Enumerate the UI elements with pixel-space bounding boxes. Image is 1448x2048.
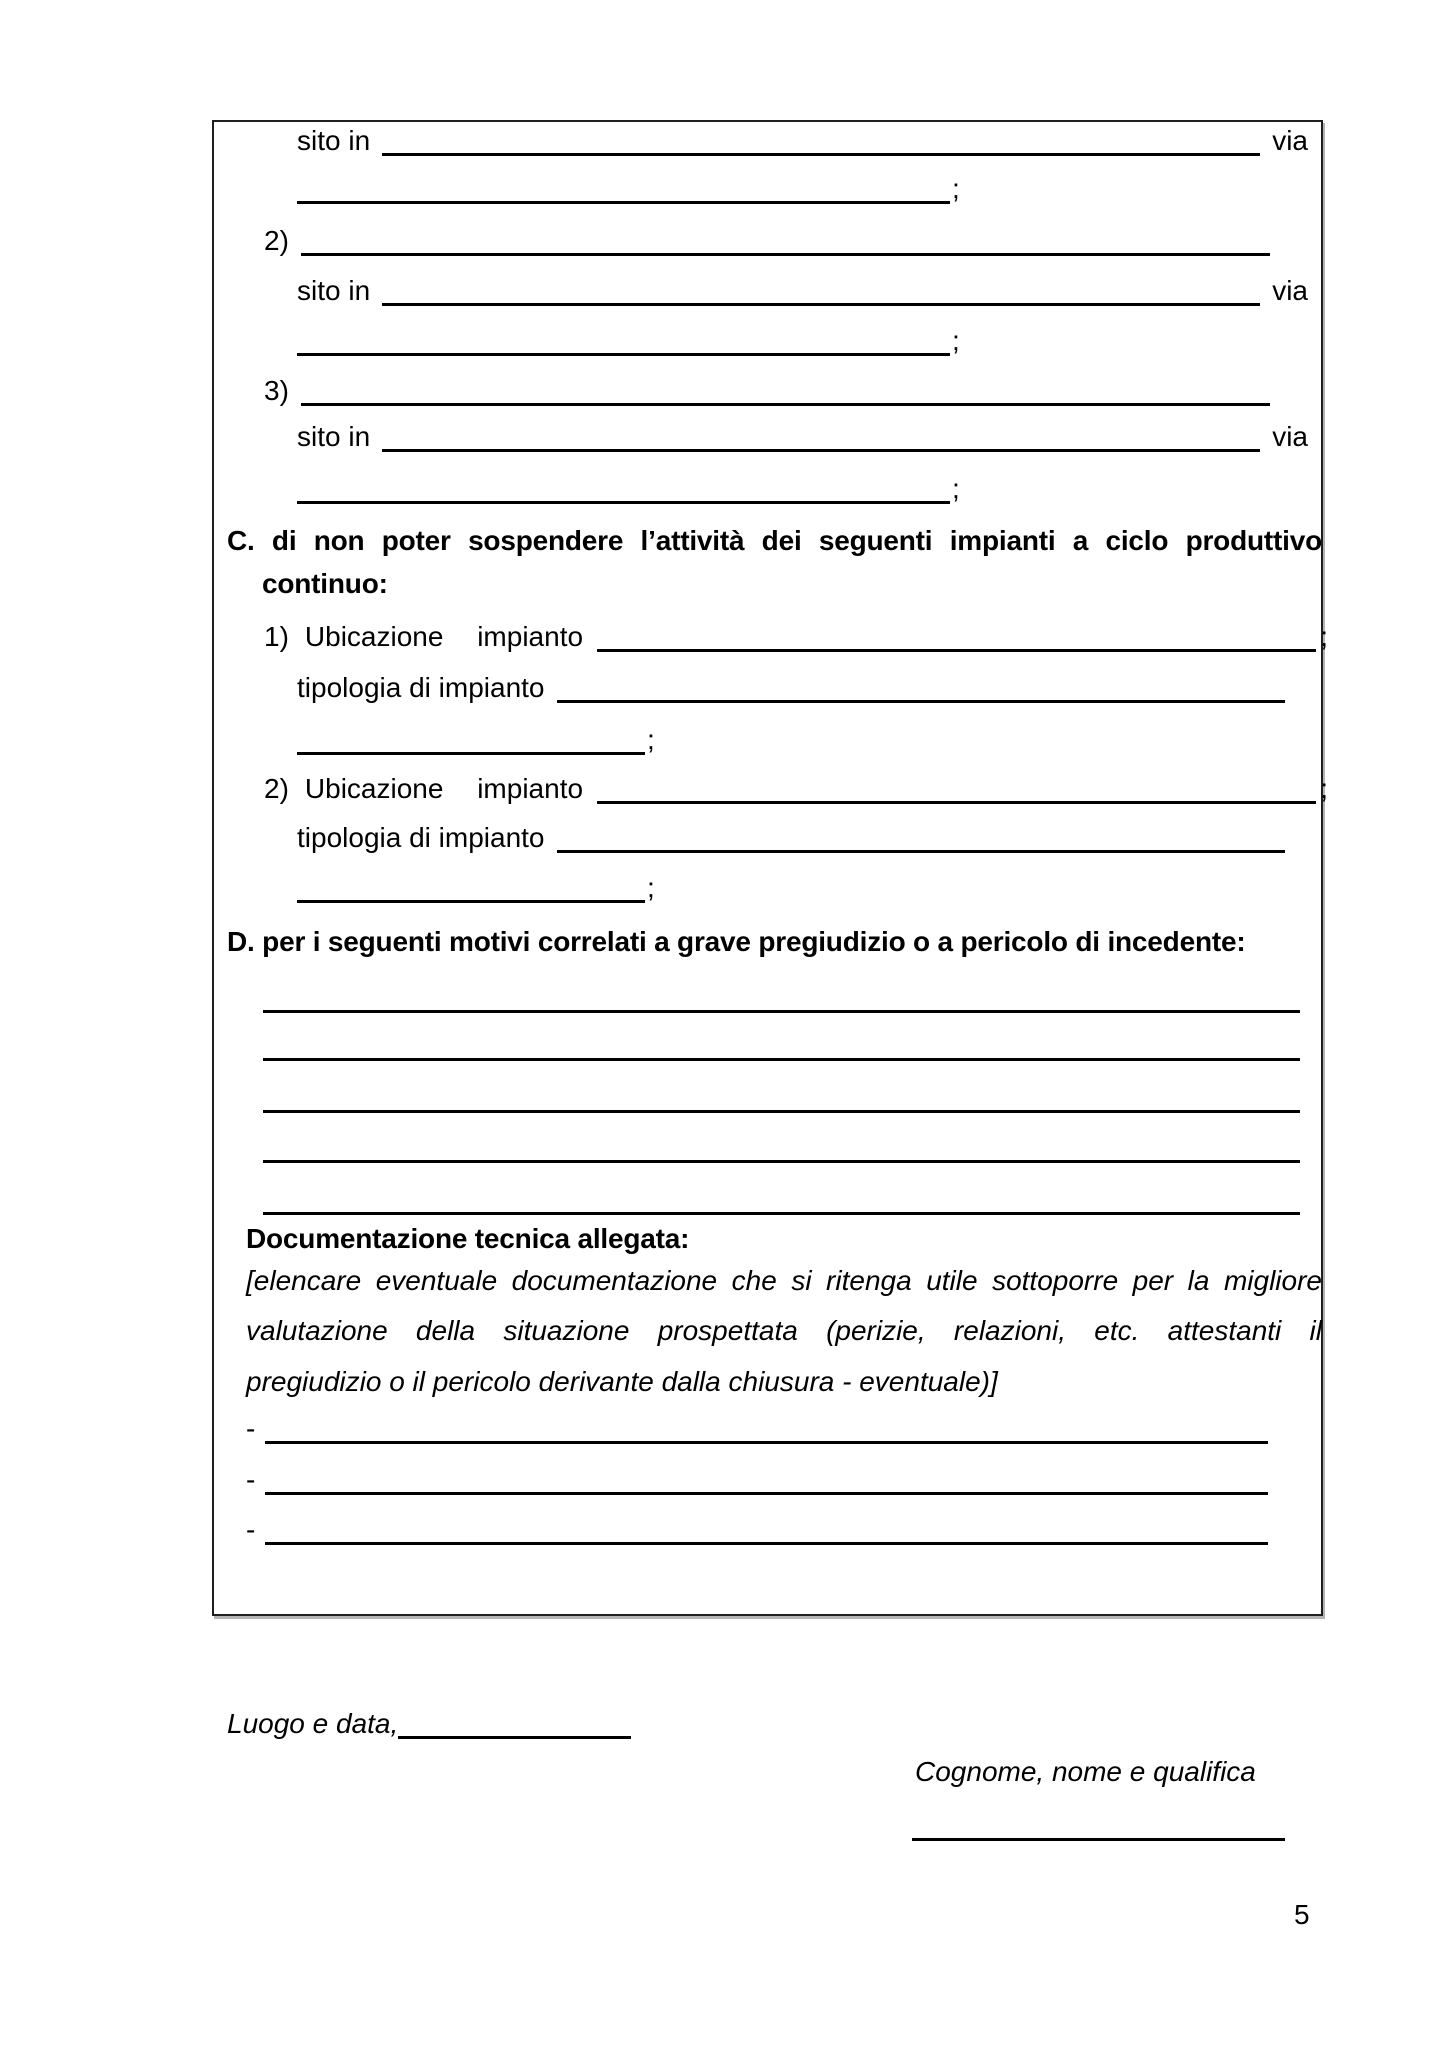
entry-3-name-row: [264, 374, 1270, 408]
semicolon: ;: [952, 325, 960, 356]
dash: -: [246, 1514, 256, 1545]
attachment-blank-3: [265, 1542, 1268, 1545]
entry-2-number: 2): [264, 225, 289, 256]
ubicazione-impianto-label: Ubicazione impianto: [304, 773, 584, 804]
attachment-blank-1: [265, 1441, 1268, 1444]
tipologia-blank-2b: [297, 900, 645, 903]
section-d-text: D. per i seguenti motivi correlati a grave pregiudizio o a pericolo di incedente:: [227, 926, 1246, 957]
tipologia-blank-2: [557, 850, 1286, 853]
attachment-row-3: [246, 1513, 1268, 1547]
c-item-2-number: 2): [264, 773, 289, 804]
semicolon: ;: [647, 872, 655, 903]
tipologia-blank-1b: [297, 752, 645, 755]
signature-caption: [915, 1755, 1256, 1789]
c-item-1-location-row: [264, 620, 1328, 654]
signature-line: [912, 1838, 1285, 1841]
entry-2-street-row: [297, 324, 960, 358]
entry-1-location-row: [297, 124, 1308, 158]
sito-in-blank-1: [382, 153, 1260, 156]
via-blank-1: [297, 201, 950, 204]
documentation-note-line1: [elencare eventuale documentazione che si ritenga utile sottoporre per la migliore: [246, 1265, 1322, 1296]
entry-3-blank: [301, 403, 1270, 406]
tipologia-blank-1: [557, 700, 1286, 703]
c-item-1-type-row: [297, 671, 1285, 705]
sito-in-label: sito in: [297, 421, 371, 452]
documentation-heading-text: Documentazione tecnica allegata:: [246, 1223, 690, 1254]
sito-in-blank-3: [382, 449, 1260, 452]
d-blank-line-5: [263, 1212, 1300, 1215]
c-item-1-number: 1): [264, 621, 289, 652]
d-blank-line-1: [263, 1010, 1300, 1013]
entry-3-number: 3): [264, 375, 289, 406]
ubicazione-impianto-label: Ubicazione impianto: [304, 621, 584, 652]
d-blank-line-4: [263, 1160, 1300, 1163]
entry-1-street-row: [297, 172, 960, 206]
via-blank-2: [297, 353, 950, 356]
via-label: via: [1272, 421, 1308, 452]
entry-2-name-row: [264, 224, 1270, 258]
attachment-blank-2: [265, 1492, 1268, 1495]
page-number: [1294, 1898, 1310, 1932]
semicolon: ;: [1320, 773, 1328, 804]
section-d-heading: [227, 925, 1245, 959]
tipologia-label: tipologia di impianto: [297, 822, 545, 853]
place-date-blank: [398, 1736, 631, 1739]
semicolon: ;: [952, 173, 960, 204]
tipologia-label: tipologia di impianto: [297, 672, 545, 703]
documentation-note-line2: valutazione della situazione prospettata (perizie, relazioni, etc. attestanti il: [246, 1315, 1322, 1346]
entry-2-blank: [301, 253, 1270, 256]
place-date-row: [227, 1707, 631, 1741]
c-item-2-location-row: [264, 772, 1328, 806]
c-item-1-type-cont-row: [297, 723, 655, 757]
entry-2-location-row: [297, 274, 1308, 308]
dash: -: [246, 1413, 256, 1444]
documentation-note-line3: [246, 1365, 998, 1399]
documentation-heading: [246, 1222, 689, 1256]
entry-3-location-row: [297, 420, 1308, 454]
section-c-heading-line2: [262, 567, 388, 601]
ubicazione-blank-1: [597, 649, 1316, 652]
section-c-heading-line1: C. di non poter sospendere l’attività dei seguenti impianti a ciclo produttivo: [227, 525, 1322, 556]
d-blank-line-3: [263, 1110, 1300, 1113]
signature-caption-text: Cognome, nome e qualifica: [915, 1756, 1256, 1787]
via-label: via: [1272, 125, 1308, 156]
via-blank-3: [297, 501, 950, 504]
ubicazione-blank-2: [597, 801, 1316, 804]
sito-in-blank-2: [382, 303, 1260, 306]
semicolon: ;: [1320, 621, 1328, 652]
c-item-2-type-cont-row: [297, 871, 655, 905]
semicolon: ;: [647, 724, 655, 755]
attachment-row-2: [246, 1463, 1268, 1497]
dash: -: [246, 1464, 256, 1495]
semicolon: ;: [952, 473, 960, 504]
c-item-2-type-row: [297, 821, 1285, 855]
section-c-continuo: continuo:: [262, 568, 388, 599]
sito-in-label: sito in: [297, 125, 371, 156]
documentation-note-line3-text: pregiudizio o il pericolo derivante dalla chiusura - eventuale)]: [246, 1366, 998, 1397]
d-blank-line-2: [263, 1058, 1300, 1061]
form-box: [212, 120, 1328, 1616]
page-number-text: 5: [1294, 1899, 1310, 1930]
via-label: via: [1272, 275, 1308, 306]
attachment-row-1: [246, 1412, 1268, 1446]
place-date-label: Luogo e data,: [227, 1708, 399, 1739]
sito-in-label: sito in: [297, 275, 371, 306]
entry-3-street-row: [297, 472, 960, 506]
